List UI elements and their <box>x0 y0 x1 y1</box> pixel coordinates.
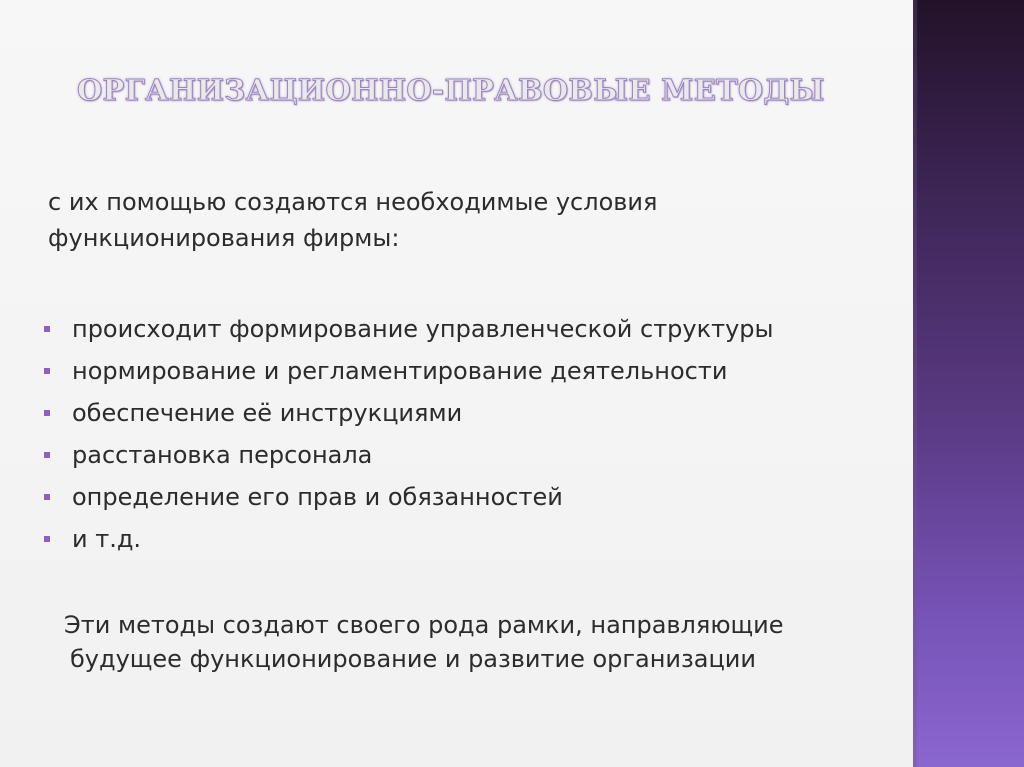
square-bullet-icon <box>44 452 50 458</box>
intro-line-1: с их помощью создаются необходимые условия <box>48 188 658 216</box>
bullet-text: расстановка персонала <box>72 441 373 469</box>
bullet-text: и т.д. <box>72 525 142 553</box>
bullet-item <box>40 437 773 479</box>
bullet-item <box>40 521 773 563</box>
bullet-item <box>40 311 773 353</box>
bullet-text: нормирование и регламентирование деятельности <box>72 357 728 385</box>
intro-text <box>48 184 808 256</box>
bullet-text: происходит формирование управленческой структуры <box>72 315 774 343</box>
bullet-text: определение его прав и обязанностей <box>72 483 563 511</box>
bullet-item <box>40 353 773 395</box>
square-bullet-icon <box>44 494 50 500</box>
bullet-item <box>40 395 773 437</box>
bullet-text: обеспечение её инструкциями <box>72 399 463 427</box>
bullet-list <box>40 311 773 563</box>
square-bullet-icon <box>44 368 50 374</box>
conclusion-line-1: Эти методы создают своего рода рамки, направляющие <box>64 611 784 639</box>
square-bullet-icon <box>44 410 50 416</box>
slide-title: ОРГАНИЗАЦИОННО-ПРАВОВЫЕ МЕТОДЫ <box>77 73 825 107</box>
conclusion-line-2: будущее функционирование и развитие организации <box>70 645 757 673</box>
square-bullet-icon <box>44 536 50 542</box>
square-bullet-icon <box>44 326 50 332</box>
decorative-side-panel <box>913 0 1024 767</box>
bullet-item <box>40 479 773 521</box>
side-panel-edge <box>913 0 917 767</box>
intro-line-2: функционирования фирмы: <box>48 224 400 252</box>
conclusion-text <box>64 608 894 676</box>
